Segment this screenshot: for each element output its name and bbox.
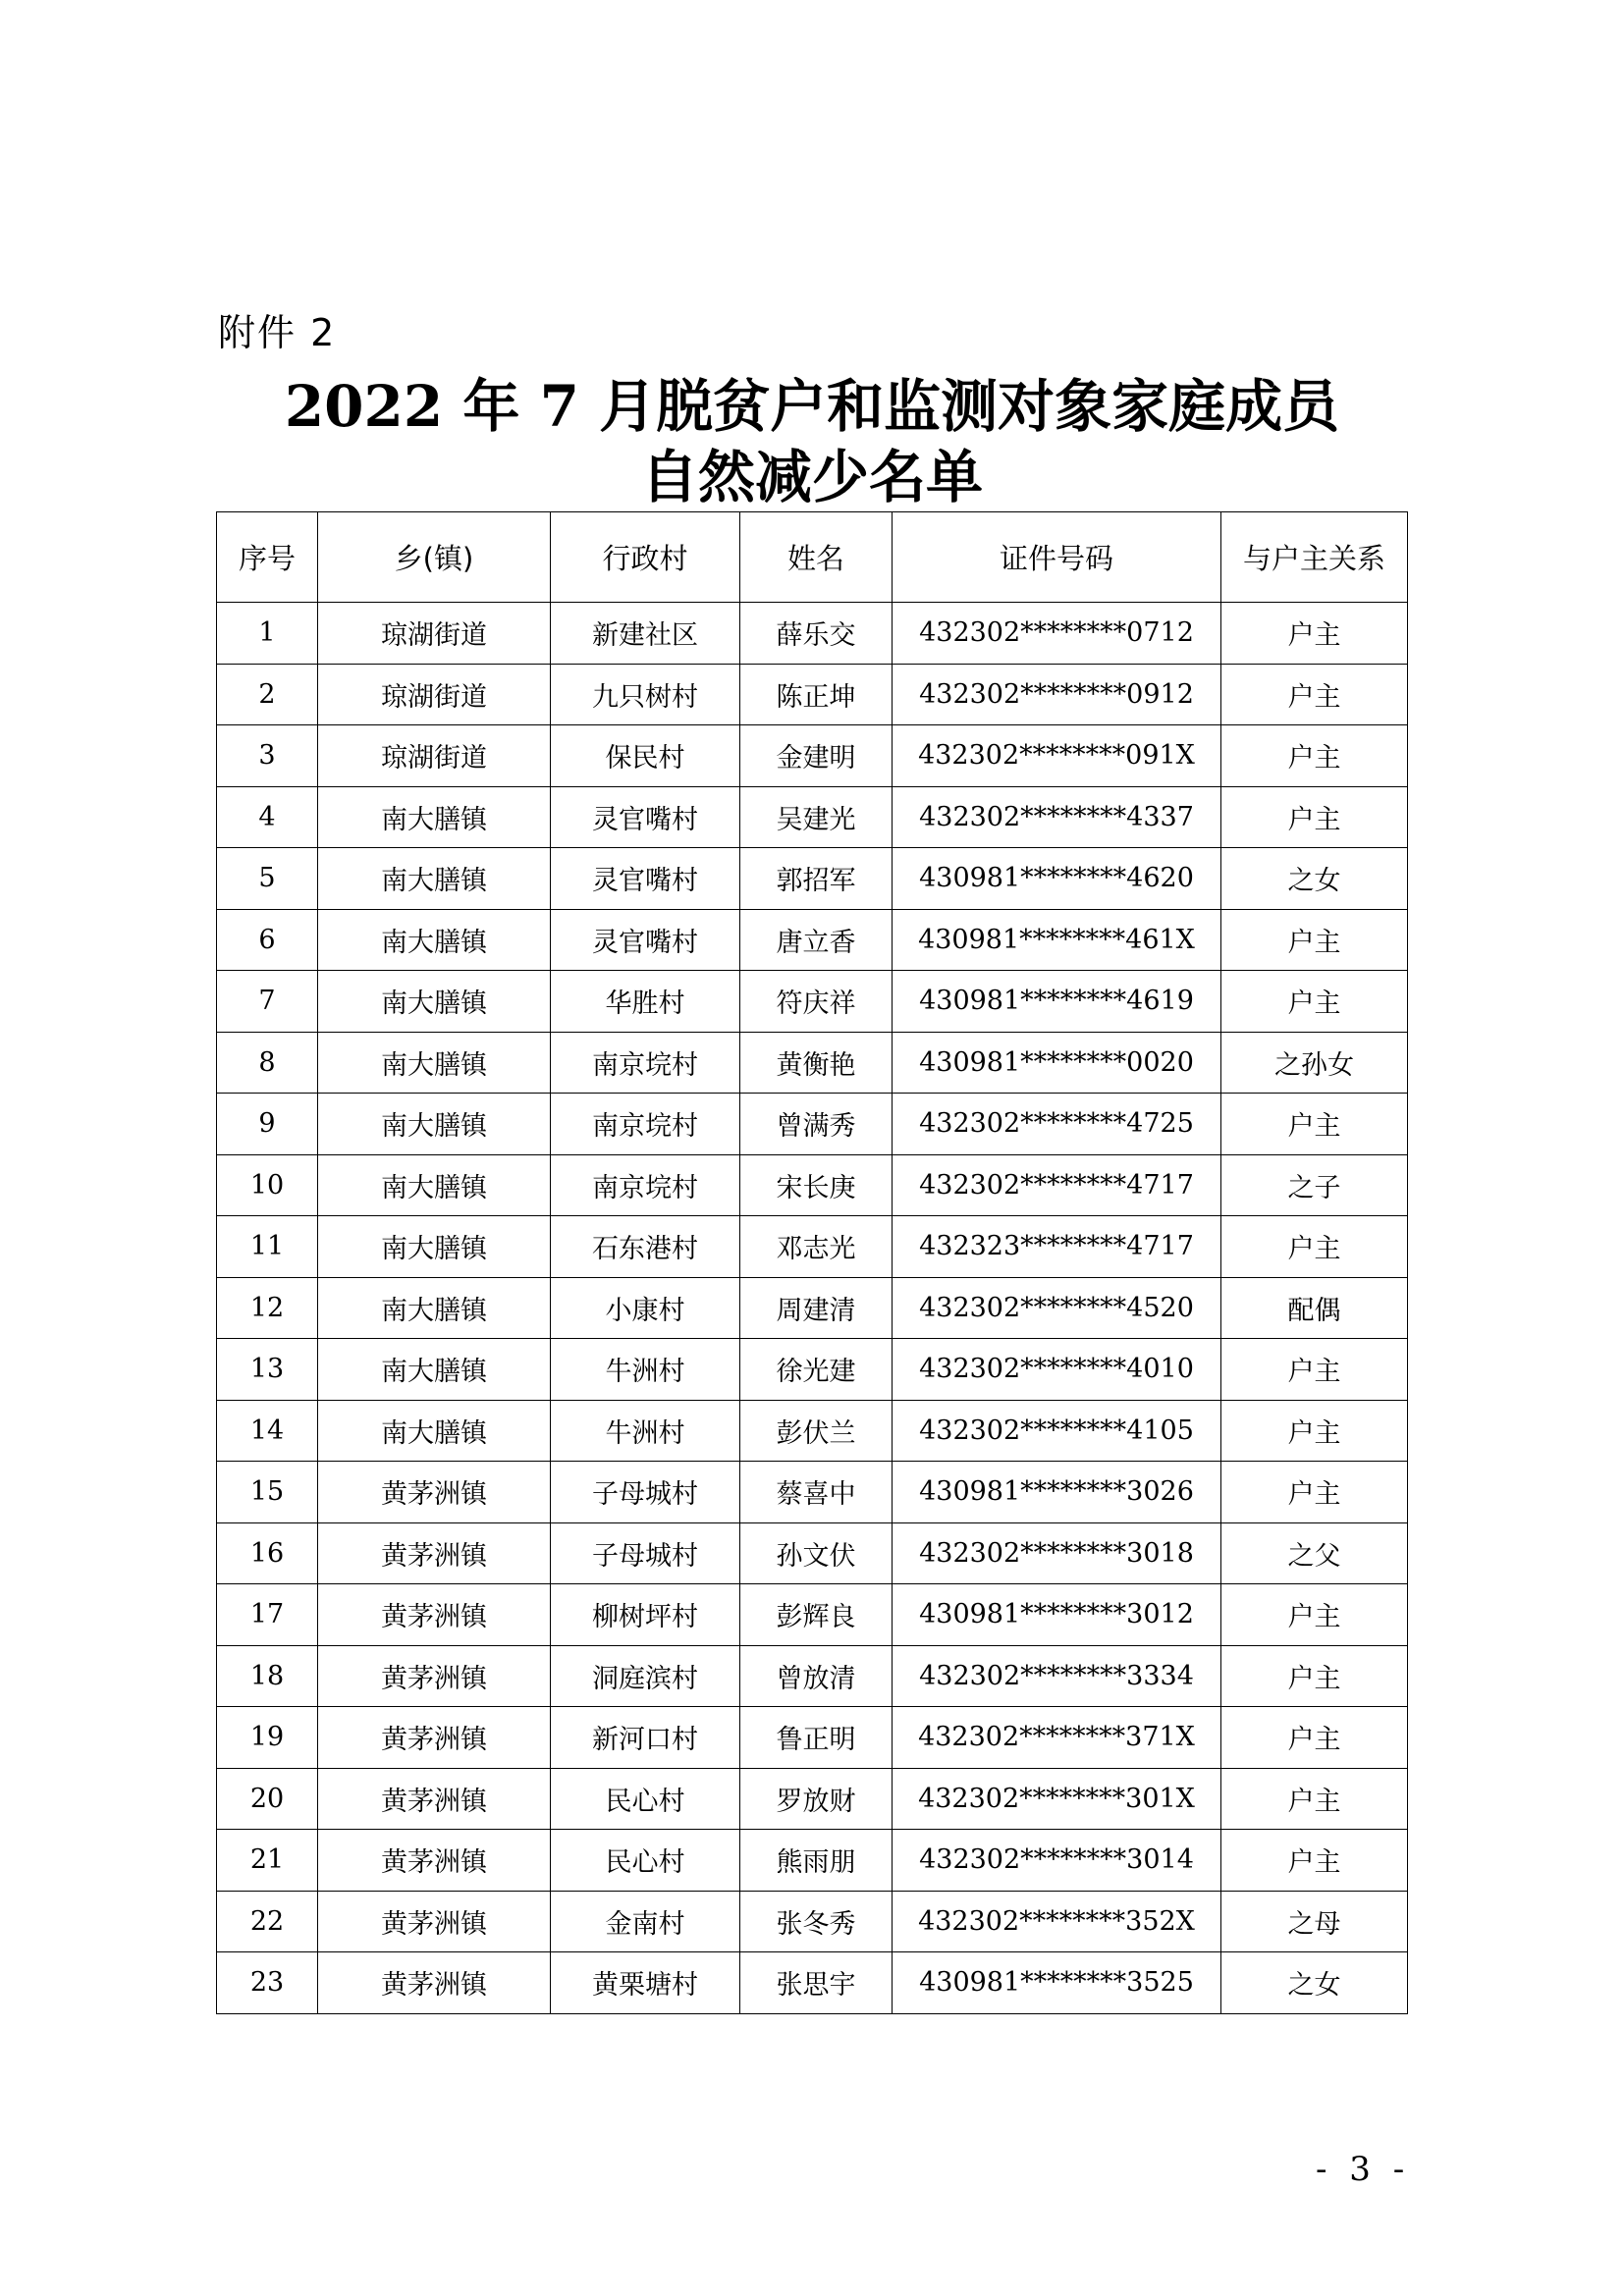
cell-serial: 13 bbox=[217, 1339, 318, 1401]
cell-village: 南京垸村 bbox=[551, 1032, 740, 1094]
cell-serial: 11 bbox=[217, 1216, 318, 1278]
table-row bbox=[217, 1522, 1408, 1584]
table-row bbox=[217, 848, 1408, 910]
cell-id-number: 432302********301X bbox=[893, 1768, 1221, 1830]
cell-township: 黄茅洲镇 bbox=[318, 1645, 551, 1707]
table-row bbox=[217, 1768, 1408, 1830]
cell-township: 黄茅洲镇 bbox=[318, 1830, 551, 1892]
cell-township: 琼湖街道 bbox=[318, 664, 551, 725]
cell-village: 南京垸村 bbox=[551, 1094, 740, 1155]
cell-serial: 8 bbox=[217, 1032, 318, 1094]
table-row bbox=[217, 1584, 1408, 1646]
cell-village: 柳树坪村 bbox=[551, 1584, 740, 1646]
cell-name: 彭伏兰 bbox=[740, 1400, 893, 1462]
cell-name: 黄衡艳 bbox=[740, 1032, 893, 1094]
cell-township: 黄茅洲镇 bbox=[318, 1462, 551, 1523]
header-serial: 序号 bbox=[217, 512, 318, 603]
cell-relationship: 户主 bbox=[1221, 909, 1408, 971]
cell-township: 南大膳镇 bbox=[318, 1154, 551, 1216]
cell-township: 琼湖街道 bbox=[318, 725, 551, 787]
cell-name: 徐光建 bbox=[740, 1339, 893, 1401]
cell-relationship: 户主 bbox=[1221, 1400, 1408, 1462]
cell-township: 黄茅洲镇 bbox=[318, 1768, 551, 1830]
table-row bbox=[217, 603, 1408, 665]
cell-serial: 12 bbox=[217, 1277, 318, 1339]
cell-serial: 16 bbox=[217, 1522, 318, 1584]
document-title-line-2: 自然减少名单 bbox=[640, 444, 983, 510]
cell-id-number: 432302********352X bbox=[893, 1891, 1221, 1952]
cell-village: 华胜村 bbox=[551, 971, 740, 1033]
cell-township: 南大膳镇 bbox=[318, 1094, 551, 1155]
cell-id-number: 430981********4619 bbox=[893, 971, 1221, 1033]
table-row bbox=[217, 1277, 1408, 1339]
cell-id-number: 432302********0712 bbox=[893, 603, 1221, 665]
cell-relationship: 之子 bbox=[1221, 1154, 1408, 1216]
cell-serial: 4 bbox=[217, 786, 318, 848]
cell-village: 子母城村 bbox=[551, 1462, 740, 1523]
cell-village: 洞庭滨村 bbox=[551, 1645, 740, 1707]
table-row bbox=[217, 1154, 1408, 1216]
cell-id-number: 432302********4337 bbox=[893, 786, 1221, 848]
cell-relationship: 户主 bbox=[1221, 1216, 1408, 1278]
cell-township: 南大膳镇 bbox=[318, 848, 551, 910]
cell-name: 吴建光 bbox=[740, 786, 893, 848]
cell-serial: 9 bbox=[217, 1094, 318, 1155]
cell-id-number: 432302********371X bbox=[893, 1707, 1221, 1769]
table-body bbox=[217, 603, 1408, 2014]
cell-serial: 2 bbox=[217, 664, 318, 725]
cell-relationship: 户主 bbox=[1221, 971, 1408, 1033]
table-row bbox=[217, 1339, 1408, 1401]
cell-village: 保民村 bbox=[551, 725, 740, 787]
cell-id-number: 432302********3014 bbox=[893, 1830, 1221, 1892]
cell-serial: 3 bbox=[217, 725, 318, 787]
cell-serial: 14 bbox=[217, 1400, 318, 1462]
table-row bbox=[217, 725, 1408, 787]
cell-id-number: 430981********3525 bbox=[893, 1952, 1221, 2014]
table-row bbox=[217, 1094, 1408, 1155]
cell-serial: 1 bbox=[217, 603, 318, 665]
table-header-row bbox=[217, 512, 1408, 603]
cell-village: 民心村 bbox=[551, 1768, 740, 1830]
cell-name: 熊雨朋 bbox=[740, 1830, 893, 1892]
cell-id-number: 430981********3012 bbox=[893, 1584, 1221, 1646]
cell-id-number: 430981********0020 bbox=[893, 1032, 1221, 1094]
cell-relationship: 配偶 bbox=[1221, 1277, 1408, 1339]
cell-township: 南大膳镇 bbox=[318, 786, 551, 848]
cell-name: 彭辉良 bbox=[740, 1584, 893, 1646]
table-row bbox=[217, 1707, 1408, 1769]
cell-relationship: 户主 bbox=[1221, 1768, 1408, 1830]
cell-serial: 5 bbox=[217, 848, 318, 910]
cell-township: 南大膳镇 bbox=[318, 909, 551, 971]
cell-relationship: 之父 bbox=[1221, 1522, 1408, 1584]
header-township: 乡(镇) bbox=[318, 512, 551, 603]
table-row bbox=[217, 909, 1408, 971]
cell-village: 民心村 bbox=[551, 1830, 740, 1892]
table-row bbox=[217, 786, 1408, 848]
cell-relationship: 之女 bbox=[1221, 848, 1408, 910]
cell-id-number: 432302********4717 bbox=[893, 1154, 1221, 1216]
cell-relationship: 户主 bbox=[1221, 1584, 1408, 1646]
cell-village: 石东港村 bbox=[551, 1216, 740, 1278]
cell-relationship: 之女 bbox=[1221, 1952, 1408, 2014]
cell-village: 灵官嘴村 bbox=[551, 848, 740, 910]
table-row bbox=[217, 1400, 1408, 1462]
table-row bbox=[217, 971, 1408, 1033]
cell-relationship: 户主 bbox=[1221, 786, 1408, 848]
cell-township: 琼湖街道 bbox=[318, 603, 551, 665]
cell-village: 牛洲村 bbox=[551, 1339, 740, 1401]
cell-id-number: 430981********461X bbox=[893, 909, 1221, 971]
cell-relationship: 之母 bbox=[1221, 1891, 1408, 1952]
cell-relationship: 户主 bbox=[1221, 1339, 1408, 1401]
header-village: 行政村 bbox=[551, 512, 740, 603]
cell-relationship: 户主 bbox=[1221, 1645, 1408, 1707]
table-row bbox=[217, 1645, 1408, 1707]
table-row bbox=[217, 1891, 1408, 1952]
cell-township: 南大膳镇 bbox=[318, 971, 551, 1033]
cell-id-number: 430981********4620 bbox=[893, 848, 1221, 910]
attachment-label: 附件 2 bbox=[218, 311, 337, 354]
cell-name: 薛乐交 bbox=[740, 603, 893, 665]
cell-name: 唐立香 bbox=[740, 909, 893, 971]
cell-id-number: 432302********4105 bbox=[893, 1400, 1221, 1462]
cell-name: 蔡喜中 bbox=[740, 1462, 893, 1523]
table-row bbox=[217, 664, 1408, 725]
cell-name: 周建清 bbox=[740, 1277, 893, 1339]
cell-township: 黄茅洲镇 bbox=[318, 1891, 551, 1952]
cell-village: 新建社区 bbox=[551, 603, 740, 665]
cell-serial: 15 bbox=[217, 1462, 318, 1523]
cell-township: 南大膳镇 bbox=[318, 1277, 551, 1339]
cell-serial: 18 bbox=[217, 1645, 318, 1707]
cell-name: 符庆祥 bbox=[740, 971, 893, 1033]
document-title-line-1: 2022 年 7 月脱贫户和监测对象家庭成员 bbox=[284, 373, 1340, 440]
cell-village: 南京垸村 bbox=[551, 1154, 740, 1216]
cell-relationship: 户主 bbox=[1221, 1462, 1408, 1523]
cell-relationship: 户主 bbox=[1221, 725, 1408, 787]
cell-id-number: 432302********3018 bbox=[893, 1522, 1221, 1584]
cell-id-number: 432302********3334 bbox=[893, 1645, 1221, 1707]
cell-township: 南大膳镇 bbox=[318, 1216, 551, 1278]
cell-name: 罗放财 bbox=[740, 1768, 893, 1830]
cell-name: 宋长庚 bbox=[740, 1154, 893, 1216]
table-row bbox=[217, 1032, 1408, 1094]
cell-village: 金南村 bbox=[551, 1891, 740, 1952]
cell-serial: 23 bbox=[217, 1952, 318, 2014]
cell-id-number: 432302********091X bbox=[893, 725, 1221, 787]
cell-village: 灵官嘴村 bbox=[551, 786, 740, 848]
cell-township: 南大膳镇 bbox=[318, 1032, 551, 1094]
cell-relationship: 户主 bbox=[1221, 603, 1408, 665]
cell-relationship: 户主 bbox=[1221, 1094, 1408, 1155]
cell-name: 金建明 bbox=[740, 725, 893, 787]
cell-village: 新河口村 bbox=[551, 1707, 740, 1769]
cell-id-number: 430981********3026 bbox=[893, 1462, 1221, 1523]
table-row bbox=[217, 1462, 1408, 1523]
cell-id-number: 432302********4725 bbox=[893, 1094, 1221, 1155]
cell-village: 黄栗塘村 bbox=[551, 1952, 740, 2014]
table-row bbox=[217, 1216, 1408, 1278]
cell-township: 南大膳镇 bbox=[318, 1400, 551, 1462]
cell-serial: 17 bbox=[217, 1584, 318, 1646]
table-row bbox=[217, 1952, 1408, 2014]
table-row bbox=[217, 1830, 1408, 1892]
cell-name: 邓志光 bbox=[740, 1216, 893, 1278]
cell-relationship: 户主 bbox=[1221, 1830, 1408, 1892]
cell-name: 曾放清 bbox=[740, 1645, 893, 1707]
cell-serial: 6 bbox=[217, 909, 318, 971]
cell-township: 黄茅洲镇 bbox=[318, 1707, 551, 1769]
cell-relationship: 之孙女 bbox=[1221, 1032, 1408, 1094]
cell-name: 鲁正明 bbox=[740, 1707, 893, 1769]
cell-village: 子母城村 bbox=[551, 1522, 740, 1584]
cell-township: 南大膳镇 bbox=[318, 1339, 551, 1401]
cell-serial: 10 bbox=[217, 1154, 318, 1216]
cell-serial: 20 bbox=[217, 1768, 318, 1830]
cell-name: 陈正坤 bbox=[740, 664, 893, 725]
cell-serial: 22 bbox=[217, 1891, 318, 1952]
cell-serial: 21 bbox=[217, 1830, 318, 1892]
cell-village: 九只树村 bbox=[551, 664, 740, 725]
cell-township: 黄茅洲镇 bbox=[318, 1522, 551, 1584]
header-name: 姓名 bbox=[740, 512, 893, 603]
header-relationship: 与户主关系 bbox=[1221, 512, 1408, 603]
cell-id-number: 432302********0912 bbox=[893, 664, 1221, 725]
cell-relationship: 户主 bbox=[1221, 664, 1408, 725]
cell-relationship: 户主 bbox=[1221, 1707, 1408, 1769]
header-id-number: 证件号码 bbox=[893, 512, 1221, 603]
cell-township: 黄茅洲镇 bbox=[318, 1952, 551, 2014]
cell-name: 曾满秀 bbox=[740, 1094, 893, 1155]
cell-serial: 7 bbox=[217, 971, 318, 1033]
cell-id-number: 432302********4520 bbox=[893, 1277, 1221, 1339]
cell-name: 郭招军 bbox=[740, 848, 893, 910]
cell-id-number: 432323********4717 bbox=[893, 1216, 1221, 1278]
page-number: - 3 - bbox=[1316, 2150, 1411, 2189]
cell-serial: 19 bbox=[217, 1707, 318, 1769]
cell-id-number: 432302********4010 bbox=[893, 1339, 1221, 1401]
cell-township: 黄茅洲镇 bbox=[318, 1584, 551, 1646]
cell-name: 张冬秀 bbox=[740, 1891, 893, 1952]
roster-table bbox=[216, 511, 1408, 2014]
cell-village: 牛洲村 bbox=[551, 1400, 740, 1462]
cell-village: 灵官嘴村 bbox=[551, 909, 740, 971]
cell-name: 张思宇 bbox=[740, 1952, 893, 2014]
cell-village: 小康村 bbox=[551, 1277, 740, 1339]
cell-name: 孙文伏 bbox=[740, 1522, 893, 1584]
